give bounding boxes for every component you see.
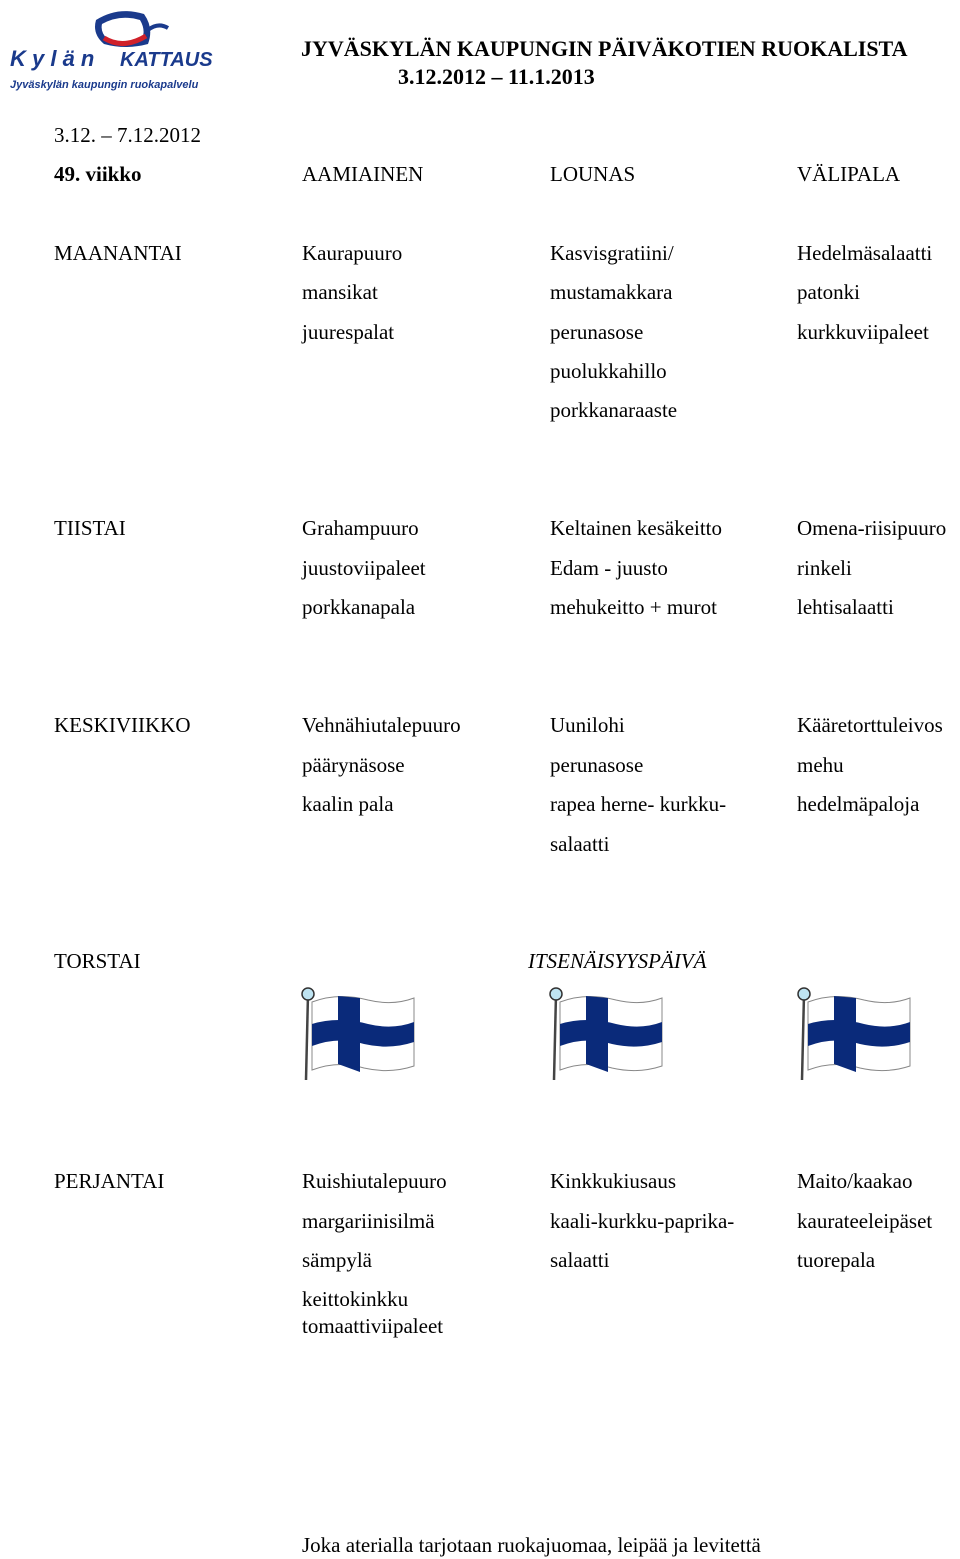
wednesday-snack-item: mehu	[797, 753, 844, 777]
monday-breakfast-item: Kaurapuuro	[302, 241, 403, 265]
logo-emblem-icon	[8, 4, 228, 96]
tuesday-breakfast-item: porkkanapala	[302, 595, 416, 619]
monday-snack-item: Hedelmäsalaatti	[797, 241, 933, 265]
week-number: 49. viikko	[54, 162, 142, 186]
friday-snack-item: tuorepala	[797, 1248, 876, 1272]
monday-lunch-item: porkkanaraaste	[550, 398, 678, 422]
friday-breakfast-item: keittokinkku	[302, 1287, 409, 1311]
day-name-tuesday: TIISTAI	[54, 516, 126, 540]
monday-lunch-item: perunasose	[550, 320, 644, 344]
wednesday-breakfast-item: Vehnähiutalepuuro	[302, 713, 461, 737]
friday-breakfast-item: tomaattiviipaleet	[302, 1314, 444, 1338]
monday-lunch-item: Kasvisgratiini/	[550, 241, 674, 265]
footer-note: Joka aterialla tarjotaan ruokajuomaa, leipää ja levitettä	[302, 1533, 761, 1557]
day-name-thursday: TORSTAI	[54, 949, 141, 973]
finnish-flag-icon	[794, 984, 914, 1084]
day-name-wednesday: KESKIVIIKKO	[54, 713, 191, 737]
logo-brand-left: K y l ä n	[10, 46, 95, 71]
holiday-label: ITSENÄISYYSPÄIVÄ	[528, 949, 707, 973]
tuesday-snack-item: Omena-riisipuuro	[797, 516, 947, 540]
wednesday-snack-item: hedelmäpaloja	[797, 792, 920, 816]
tuesday-lunch-item: mehukeitto + murot	[550, 595, 717, 619]
wednesday-breakfast-item: päärynäsose	[302, 753, 405, 777]
monday-breakfast-item: juurespalat	[302, 320, 395, 344]
column-header-breakfast: AAMIAINEN	[302, 162, 424, 186]
monday-lunch-item: mustamakkara	[550, 280, 673, 304]
monday-lunch-item: puolukkahillo	[550, 359, 667, 383]
friday-lunch-item: salaatti	[550, 1248, 610, 1272]
finnish-flag-icon	[546, 984, 666, 1084]
tuesday-lunch-item: Edam - juusto	[550, 556, 668, 580]
wednesday-lunch-item: salaatti	[550, 832, 610, 856]
monday-breakfast-item: mansikat	[302, 280, 378, 304]
friday-lunch-item: Kinkkukiusaus	[550, 1169, 676, 1193]
week-dates: 3.12. – 7.12.2012	[54, 123, 201, 147]
day-name-friday: PERJANTAI	[54, 1169, 165, 1193]
document-title: JYVÄSKYLÄN KAUPUNGIN PÄIVÄKOTIEN RUOKALISTA	[301, 36, 908, 61]
logo-tagline: Jyväskylän kaupungin ruokapalvelu	[10, 79, 199, 91]
friday-snack-item: Maito/kaakao	[797, 1169, 913, 1193]
day-name-monday: MAANANTAI	[54, 241, 182, 265]
monday-snack-item: kurkkuviipaleet	[797, 320, 929, 344]
tuesday-breakfast-item: Grahampuuro	[302, 516, 419, 540]
wednesday-snack-item: Kääretorttuleivos	[797, 713, 943, 737]
logo-brand-right: KATTAUS	[120, 49, 213, 71]
tuesday-breakfast-item: juustoviipaleet	[302, 556, 426, 580]
friday-breakfast-item: margariinisilmä	[302, 1209, 435, 1233]
friday-breakfast-item: Ruishiutalepuuro	[302, 1169, 447, 1193]
wednesday-lunch-item: Uunilohi	[550, 713, 625, 737]
wednesday-lunch-item: rapea herne- kurkku-	[550, 792, 727, 816]
column-header-snack: VÄLIPALA	[797, 162, 901, 186]
friday-lunch-item: kaali-kurkku-paprika-	[550, 1209, 735, 1233]
tuesday-lunch-item: Keltainen kesäkeitto	[550, 516, 723, 540]
tuesday-snack-item: lehtisalaatti	[797, 595, 894, 619]
wednesday-breakfast-item: kaalin pala	[302, 792, 394, 816]
document-period: 3.12.2012 – 11.1.2013	[398, 64, 595, 89]
kylan-kattaus-logo	[8, 4, 228, 96]
monday-snack-item: patonki	[797, 280, 860, 304]
tuesday-snack-item: rinkeli	[797, 556, 852, 580]
friday-breakfast-item: sämpylä	[302, 1248, 372, 1272]
finnish-flag-icon	[298, 984, 418, 1084]
wednesday-lunch-item: perunasose	[550, 753, 644, 777]
friday-snack-item: kaurateeleipäset	[797, 1209, 933, 1233]
column-header-lunch: LOUNAS	[550, 162, 636, 186]
